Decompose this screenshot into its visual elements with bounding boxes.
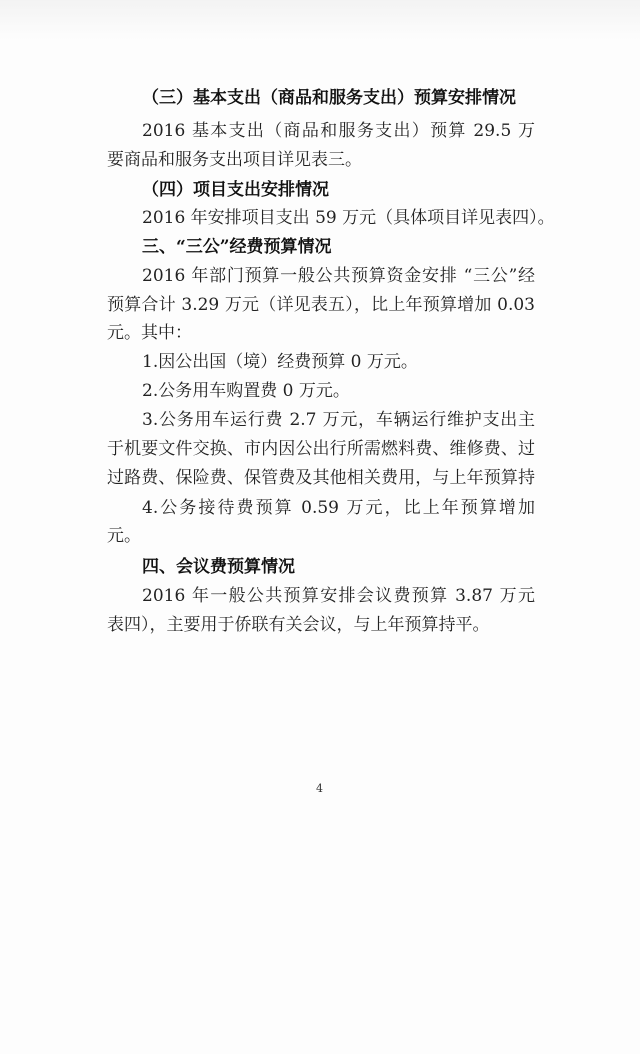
paragraph-line: 2016 年安排项目支出 59 万元（具体项目详见表四）。 (142, 208, 555, 228)
list-item: 3.公务用车运行费 2.7 万元，车辆运行维护支出主 (142, 410, 535, 430)
paragraph-line: 元。其中： (107, 323, 192, 343)
list-item: 1.因公出国（境）经费预算 0 万元。 (142, 352, 418, 372)
page-number: 4 (316, 782, 323, 795)
section-heading: （四）项目支出安排情况 (142, 180, 329, 200)
section-heading: （三）基本支出（商品和服务支出）预算安排情况 (142, 88, 516, 108)
paragraph-line: 要商品和服务支出项目详见表三。 (107, 150, 362, 170)
paragraph-line: 于机要文件交换、市内因公出行所需燃料费、维修费、过 (107, 439, 535, 459)
section-heading: 三、“三公”经费预算情况 (142, 237, 332, 257)
paragraph-line: 过路费、保险费、保管费及其他相关费用，与上年预算持 (107, 468, 535, 488)
list-item: 2.公务用车购置费 0 万元。 (142, 381, 350, 401)
list-item: 4.公务接待费预算 0.59 万元，比上年预算增加 (142, 498, 535, 518)
paragraph-line: 2016 基本支出（商品和服务支出）预算 29.5 万 (142, 121, 535, 141)
paragraph-line: 2016 年一般公共预算安排会议费预算 3.87 万元 (142, 586, 535, 606)
paragraph-line: 元。 (107, 526, 141, 546)
paragraph-line: 预算合计 3.29 万元（详见表五），比上年预算增加 0.03 (107, 295, 535, 315)
section-heading: 四、会议费预算情况 (142, 557, 295, 577)
paragraph-line: 表四），主要用于侨联有关会议，与上年预算持平。 (107, 615, 490, 635)
paragraph-line: 2016 年部门预算一般公共预算资金安排 “三公”经 (142, 266, 535, 286)
scan-shading (0, 0, 640, 40)
